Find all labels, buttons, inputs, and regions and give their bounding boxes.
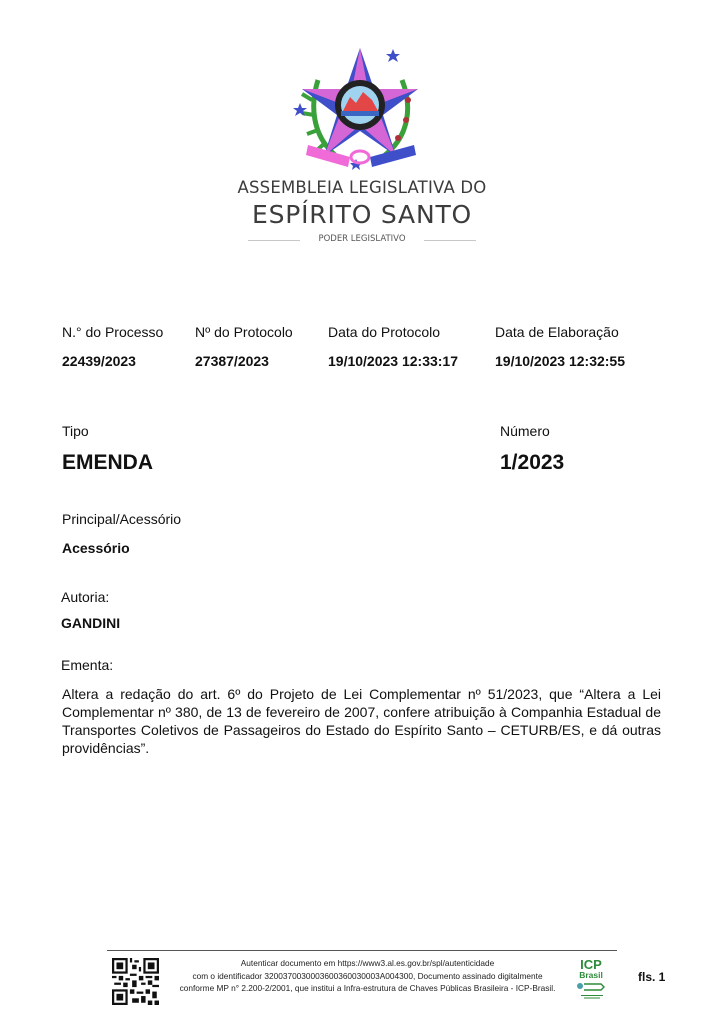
processo-label: N.° do Processo bbox=[62, 324, 164, 340]
auth-line-3: conforme MP n° 2.200-2/2001, que institui a Infra-estrutura de Chaves Públicas Brasileira - ICP-Brasil. bbox=[179, 983, 556, 993]
protocolo-value: 27387/2023 bbox=[195, 353, 269, 369]
numero-label: Número bbox=[500, 423, 550, 439]
ementa-label: Ementa: bbox=[61, 657, 114, 673]
org-subtitle: PODER LEGISLATIVO bbox=[318, 234, 406, 244]
divider-right bbox=[424, 240, 476, 241]
data-elaboracao-value: 19/10/2023 12:32:55 bbox=[495, 353, 625, 369]
ementa-text: Altera a redação do art. 6º do Projeto de Lei Complementar nº 51/2023, que “Altera a Lei Complementar nº 380, de 13 de fevereiro de 2007, confere atribuição à Companhia Estadual de Transportes Coletivos de Passageiros do Estado do Espírito Santo – CETURB/ES, e dá outras providências”. bbox=[62, 686, 661, 756]
principal-value: Acessório bbox=[62, 540, 130, 556]
numero-value: 1/2023 bbox=[500, 451, 565, 474]
tipo-value: EMENDA bbox=[62, 451, 154, 474]
qr-code-icon[interactable] bbox=[112, 958, 159, 1005]
data-elaboracao-label: Data de Elaboração bbox=[495, 324, 619, 340]
principal-label: Principal/Acessório bbox=[62, 511, 182, 527]
auth-line-2: com o identificador 3200370030003600360030003A004300, Documento assinado digitalmente bbox=[192, 970, 543, 981]
coat-of-arms-logo bbox=[290, 45, 430, 175]
tipo-label: Tipo bbox=[62, 423, 89, 439]
protocolo-label: Nº do Protocolo bbox=[195, 324, 293, 340]
processo-value: 22439/2023 bbox=[62, 353, 136, 369]
data-protocolo-value: 19/10/2023 12:33:17 bbox=[328, 353, 458, 369]
page-number: fls. 1 bbox=[638, 970, 666, 984]
footer-divider bbox=[107, 950, 617, 951]
autoria-label: Autoria: bbox=[61, 589, 110, 605]
data-protocolo-label: Data do Protocolo bbox=[328, 324, 441, 340]
autoria-value: GANDINI bbox=[61, 615, 121, 631]
icp-logo-bottom: Brasil bbox=[579, 970, 603, 980]
auth-line-1: Autenticar documento em https://www3.al.es.gov.br/spl/autenticidade bbox=[240, 958, 495, 968]
org-name-line1: ASSEMBLEIA LEGISLATIVA DO bbox=[237, 178, 487, 197]
org-name-line2: ESPÍRITO SANTO bbox=[251, 200, 473, 229]
icp-logo-top: ICP bbox=[580, 957, 602, 972]
key-icon bbox=[575, 980, 607, 1000]
icp-brasil-logo bbox=[575, 959, 607, 1005]
authentication-notice bbox=[160, 957, 575, 995]
